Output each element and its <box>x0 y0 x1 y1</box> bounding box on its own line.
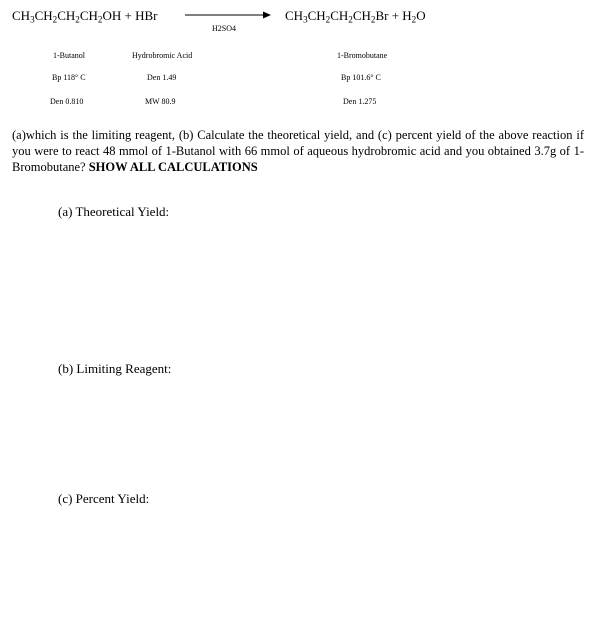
catalyst-label: H2SO4 <box>212 24 237 33</box>
plus-sign: + <box>391 8 400 23</box>
product-bromobutane-formula: $CH_3CH_2CH_2CH_2Br$ <box>285 8 389 25</box>
products <box>285 8 426 24</box>
part-a-label: (a) Theoretical Yield: <box>58 204 170 219</box>
butanol-den: Den 0.810 <box>50 97 84 106</box>
reactant-butanol-formula: $CH_3CH_2CH_2CH_2OH$ <box>12 8 122 25</box>
product-water-formula: $H_2O$ <box>402 8 426 25</box>
hbr-den: Den 1.49 <box>147 73 177 82</box>
reactant-hbr-formula: HBr <box>135 8 158 23</box>
bromobutane-den: Den 1.275 <box>343 97 377 106</box>
part-b-label: (b) Limiting Reagent: <box>58 361 172 376</box>
question-text <box>12 127 584 175</box>
hbr-mw: MW 80.9 <box>145 97 176 106</box>
butanol-bp: Bp 118° C <box>52 73 86 82</box>
bromobutane-bp: Bp 101.6° C <box>341 73 381 82</box>
hbr-name: Hydrobromic Acid <box>132 51 193 60</box>
butanol-name: 1-Butanol <box>53 51 85 60</box>
part-c-label: (c) Percent Yield: <box>58 491 150 506</box>
bromobutane-name: 1-Bromobutane <box>337 51 388 60</box>
reactants <box>12 8 157 24</box>
reaction-arrow <box>185 10 271 20</box>
question-emphasis: SHOW ALL CALCULATIONS <box>88 160 258 174</box>
question-body: (a)which is the limiting reagent, (b) Calculate the theoretical yield, and (c) percent yield of the above reaction if you were to react 48 mmol of 1-Butanol with 66 mmol of aqueous hydrobromic acid and you obtained 3.7g of 1-Bromobutane? <box>12 128 584 174</box>
plus-sign: + <box>124 8 132 23</box>
